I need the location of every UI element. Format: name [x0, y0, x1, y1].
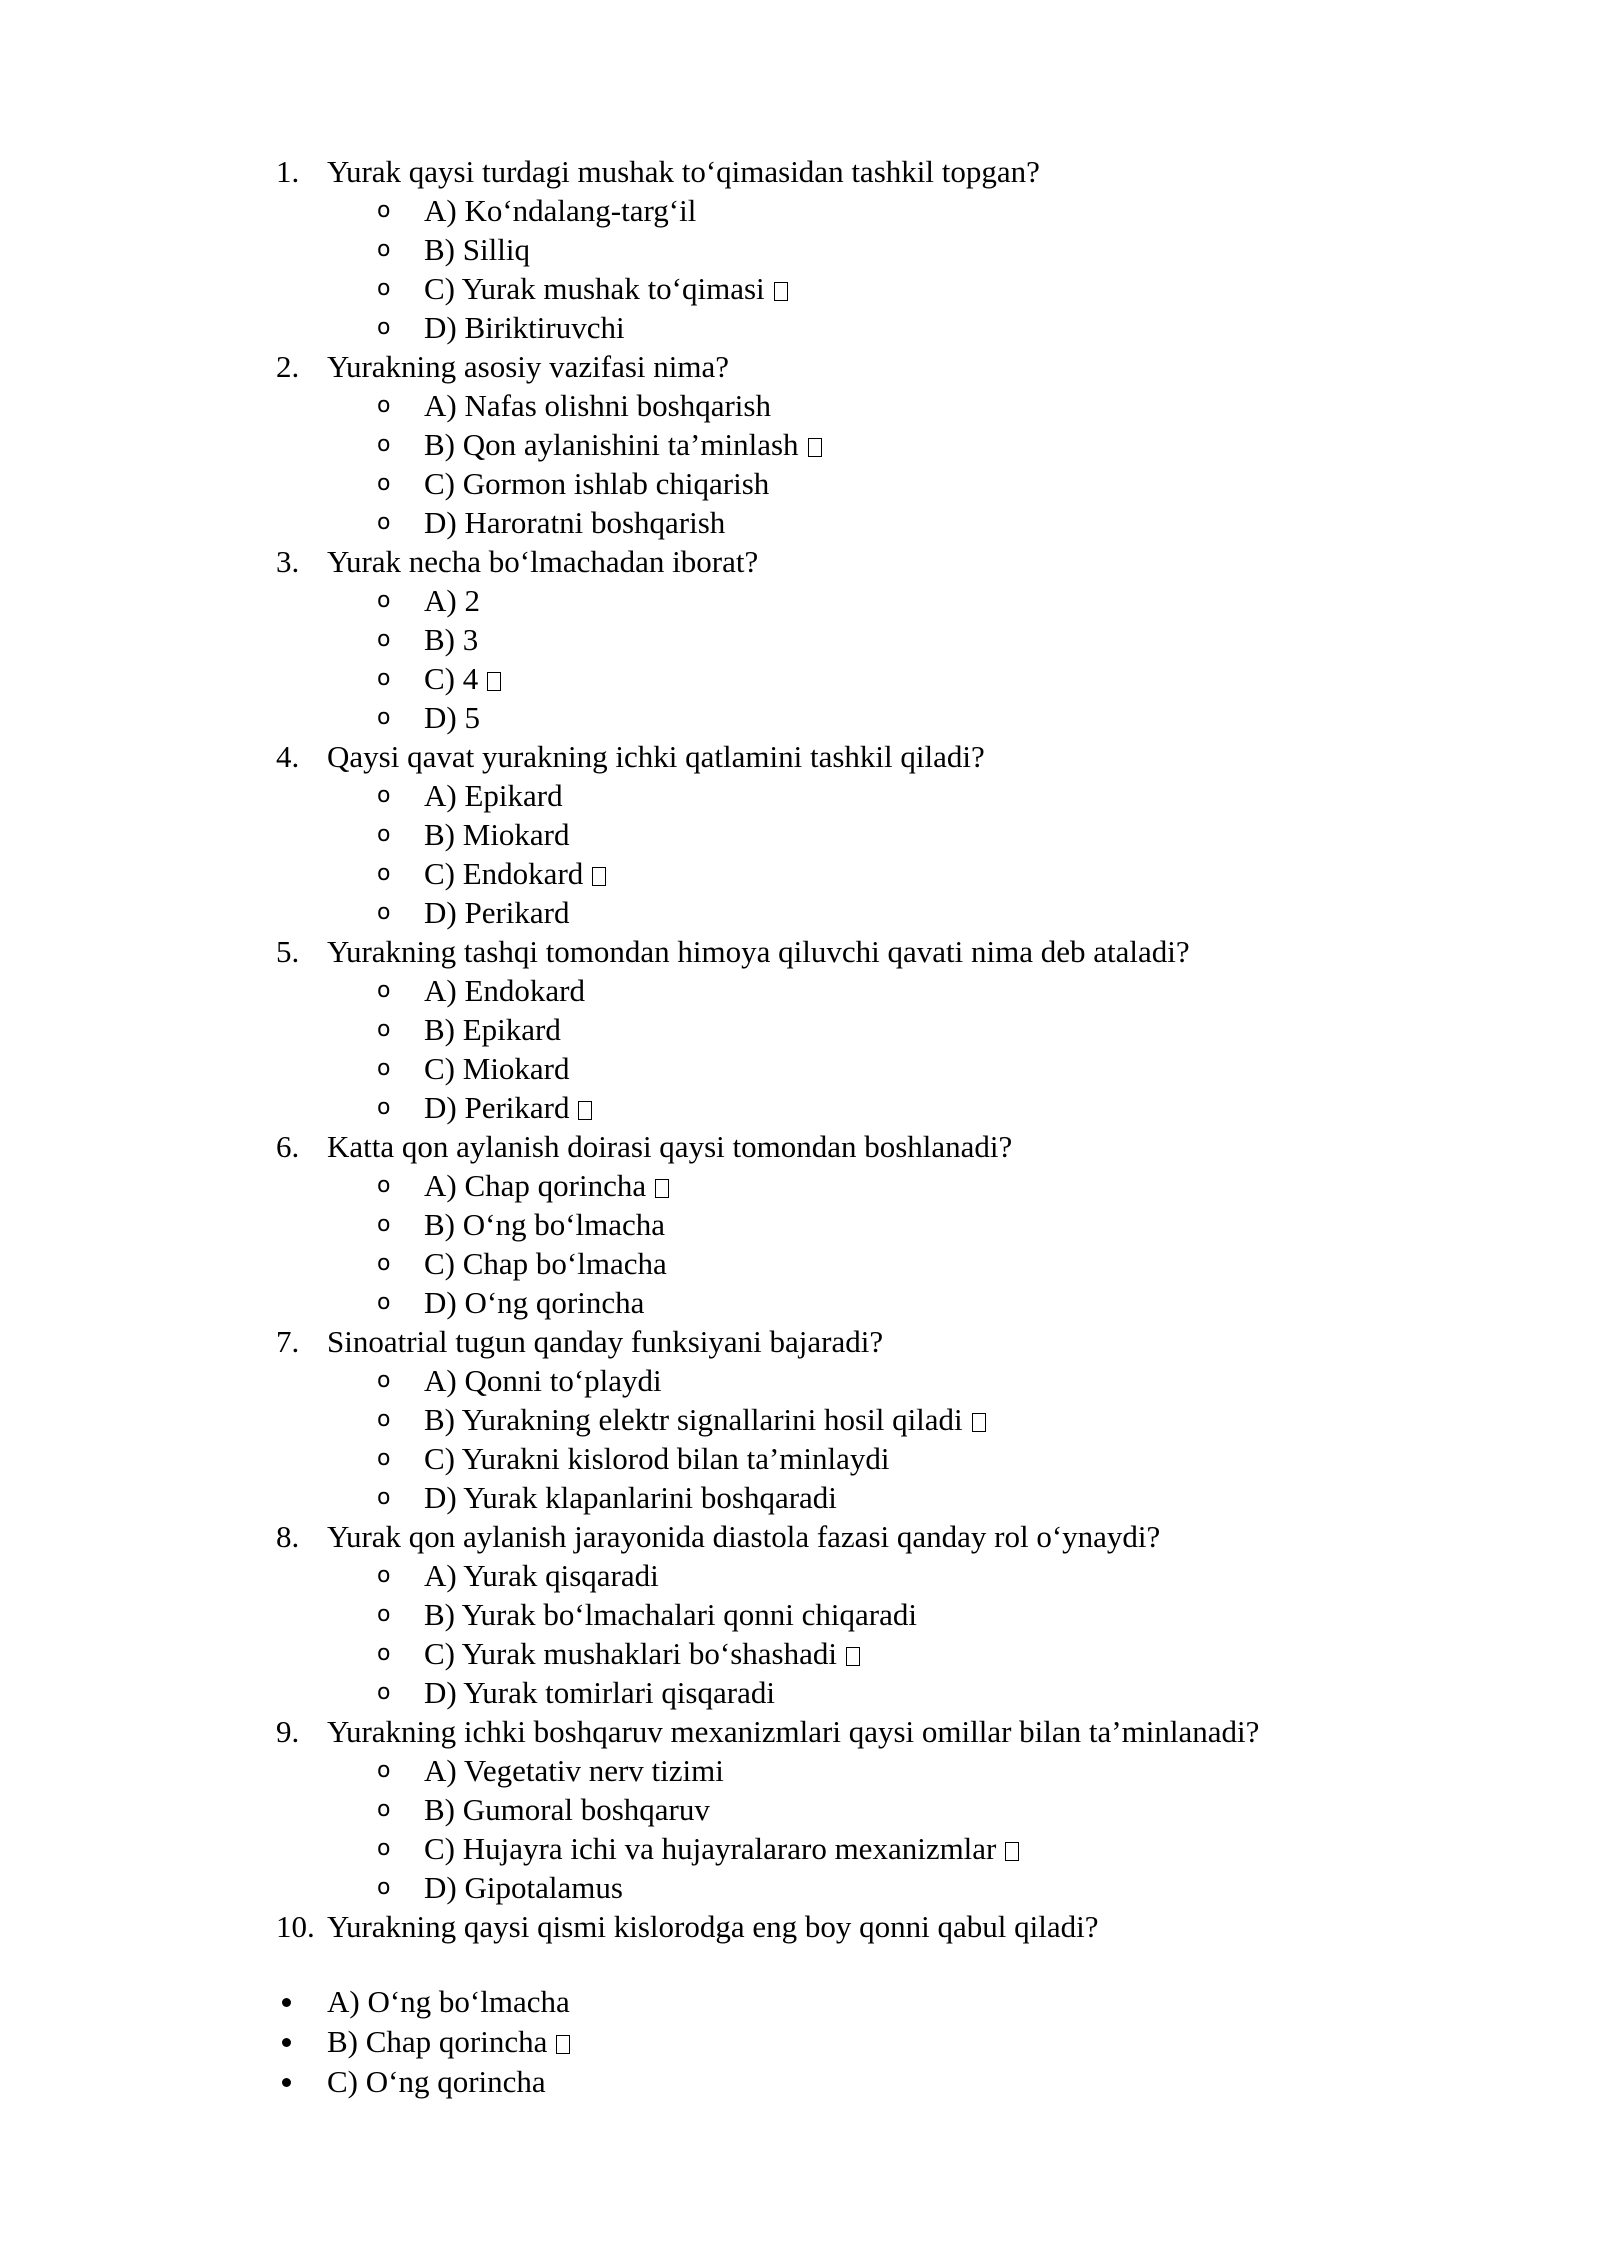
- question-4: [0, 737, 1600, 776]
- answer-option-line: [424, 1361, 662, 1400]
- answer-option-text: A) Qonni to‘playdi: [424, 1363, 662, 1398]
- question-text: Katta qon aylanish doirasi qaysi tomondan boshlanadi?: [327, 1129, 1013, 1164]
- answer-option: [0, 971, 1600, 1010]
- spacer: [0, 1946, 1600, 1982]
- circle-bullet-icon: o: [377, 588, 391, 613]
- question-number: 4.: [276, 739, 300, 774]
- answer-option-text: A) Nafas olishni boshqarish: [424, 388, 771, 423]
- circle-bullet-icon: o: [377, 1368, 391, 1393]
- correct-answer-box-icon: [487, 672, 501, 691]
- answer-option-text: A) Ko‘ndalang-targ‘il: [424, 193, 697, 228]
- circle-bullet-icon: o: [377, 1017, 391, 1042]
- answer-option-line: [424, 308, 625, 347]
- question-6: [0, 1127, 1600, 1166]
- answer-option: [0, 464, 1600, 503]
- answer-option-text: B) Yurak bo‘lmachalari qonni chiqaradi: [424, 1597, 917, 1632]
- question-8: [0, 1517, 1600, 1556]
- circle-bullet-icon: o: [377, 1641, 391, 1666]
- question-3: [0, 542, 1600, 581]
- correct-answer-box-icon: [846, 1647, 860, 1666]
- answer-option-line: [424, 815, 570, 854]
- answer-option-text: C) O‘ng qorincha: [327, 2064, 546, 2099]
- answer-option: [0, 1088, 1600, 1127]
- correct-answer-box-icon: [578, 1101, 592, 1120]
- answer-option-text: B) Chap qorincha: [327, 2024, 548, 2059]
- answer-option: [0, 1595, 1600, 1634]
- answer-option-line: [424, 1049, 570, 1088]
- question-number: 7.: [276, 1324, 300, 1359]
- answer-option-line: [424, 1244, 667, 1283]
- answer-option-text: D) Perikard: [424, 1090, 570, 1125]
- answer-option-line: [424, 1283, 644, 1322]
- question-number: 8.: [276, 1519, 300, 1554]
- answer-option: [0, 1439, 1600, 1478]
- circle-bullet-icon: o: [377, 1212, 391, 1237]
- answer-option: [0, 659, 1600, 698]
- answer-option-text: D) Yurak klapanlarini boshqaradi: [424, 1480, 837, 1515]
- answer-option: [0, 503, 1600, 542]
- answer-option: [0, 698, 1600, 737]
- circle-bullet-icon: o: [377, 1797, 391, 1822]
- answer-option-line: [424, 1751, 724, 1790]
- question-text: Yurakning qaysi qismi kislorodga eng boy qonni qabul qiladi?: [327, 1909, 1099, 1944]
- answer-option: [0, 308, 1600, 347]
- answer-option-text: C) Gormon ishlab chiqarish: [424, 466, 770, 501]
- answer-option-text: B) 3: [424, 622, 479, 657]
- question-number: 6.: [276, 1129, 300, 1164]
- answer-option-text: B) Yurakning elektr signallarini hosil qiladi: [424, 1402, 963, 1437]
- circle-bullet-icon: o: [377, 705, 391, 730]
- answer-option-line: [424, 1556, 659, 1595]
- circle-bullet-icon: o: [377, 432, 391, 457]
- answer-option: [0, 815, 1600, 854]
- answer-option-text: D) O‘ng qorincha: [424, 1285, 645, 1320]
- question-number: 1.: [276, 154, 300, 189]
- circle-bullet-icon: o: [377, 1251, 391, 1276]
- answer-option: [0, 1673, 1600, 1712]
- question-10: [0, 1907, 1600, 1946]
- circle-bullet-icon: o: [377, 1563, 391, 1588]
- circle-bullet-icon: o: [377, 1836, 391, 1861]
- answer-option-text: B) Epikard: [424, 1012, 561, 1047]
- answer-option-line: [424, 191, 696, 230]
- answer-option-line: [424, 464, 769, 503]
- answer-option-text: A) Vegetativ nerv tizimi: [424, 1753, 724, 1788]
- answer-option-line: [424, 854, 606, 893]
- answer-option: [0, 1751, 1600, 1790]
- answer-option-text: D) Biriktiruvchi: [424, 310, 625, 345]
- bullet-dot-icon: [282, 1998, 291, 2007]
- quiz-document: [0, 152, 1600, 2102]
- circle-bullet-icon: o: [377, 1875, 391, 1900]
- circle-bullet-icon: o: [377, 627, 391, 652]
- answer-option-line: [424, 1673, 775, 1712]
- answer-option-line: [424, 1790, 710, 1829]
- answer-option-text: A) Endokard: [424, 973, 585, 1008]
- circle-bullet-icon: o: [377, 198, 391, 223]
- correct-answer-box-icon: [774, 282, 788, 301]
- answer-option-text: D) Yurak tomirlari qisqaradi: [424, 1675, 775, 1710]
- answer-option-line: [424, 1400, 986, 1439]
- answer-option-line: [424, 503, 725, 542]
- answer-option: [0, 581, 1600, 620]
- answer-option: [0, 620, 1600, 659]
- answer-option-line: [424, 698, 480, 737]
- answer-option: [0, 1829, 1600, 1868]
- answer-option-line: [327, 2022, 570, 2061]
- answer-option: [0, 1982, 1600, 2022]
- question-1: [0, 152, 1600, 191]
- question-text: Yurakning tashqi tomondan himoya qiluvchi qavati nima deb ataladi?: [327, 934, 1190, 969]
- circle-bullet-icon: o: [377, 1446, 391, 1471]
- answer-option-text: B) Silliq: [424, 232, 530, 267]
- answer-option: [0, 1868, 1600, 1907]
- answer-option: [0, 1049, 1600, 1088]
- answer-option-line: [424, 1088, 592, 1127]
- answer-option: [0, 386, 1600, 425]
- circle-bullet-icon: o: [377, 510, 391, 535]
- question-text: Yurak qon aylanish jarayonida diastola fazasi qanday rol o‘ynaydi?: [327, 1519, 1161, 1554]
- circle-bullet-icon: o: [377, 276, 391, 301]
- correct-answer-box-icon: [592, 867, 606, 886]
- circle-bullet-icon: o: [377, 978, 391, 1003]
- circle-bullet-icon: o: [377, 1173, 391, 1198]
- answer-option-text: C) Yurak mushak to‘qimasi: [424, 271, 765, 306]
- answer-option-text: B) Gumoral boshqaruv: [424, 1792, 710, 1827]
- question-5: [0, 932, 1600, 971]
- correct-answer-box-icon: [655, 1179, 669, 1198]
- question-9: [0, 1712, 1600, 1751]
- question-number: 10.: [276, 1909, 315, 1944]
- circle-bullet-icon: o: [377, 783, 391, 808]
- circle-bullet-icon: o: [377, 666, 391, 691]
- answer-option-line: [424, 230, 530, 269]
- answer-option-text: C) 4: [424, 661, 479, 696]
- answer-option: [0, 2062, 1600, 2102]
- answer-option-text: D) Perikard: [424, 895, 570, 930]
- answer-option-text: A) Chap qorincha: [424, 1168, 647, 1203]
- answer-option-line: [424, 971, 585, 1010]
- answer-option: [0, 1361, 1600, 1400]
- answer-option: [0, 776, 1600, 815]
- circle-bullet-icon: o: [377, 315, 391, 340]
- question-7: [0, 1322, 1600, 1361]
- answer-option-text: A) O‘ng bo‘lmacha: [327, 1984, 570, 2019]
- bullet-dot-icon: [282, 2078, 291, 2087]
- answer-option-line: [424, 659, 501, 698]
- answer-option: [0, 1634, 1600, 1673]
- answer-option: [0, 1556, 1600, 1595]
- answer-option-text: B) Qon aylanishini ta’minlash: [424, 427, 799, 462]
- answer-option: [0, 1478, 1600, 1517]
- circle-bullet-icon: o: [377, 1056, 391, 1081]
- answer-option-text: B) O‘ng bo‘lmacha: [424, 1207, 666, 1242]
- answer-option-line: [424, 1439, 890, 1478]
- answer-option-line: [424, 1205, 665, 1244]
- answer-option-line: [327, 1982, 570, 2021]
- answer-option-line: [424, 620, 478, 659]
- circle-bullet-icon: o: [377, 471, 391, 496]
- question-text: Qaysi qavat yurakning ichki qatlamini tashkil qiladi?: [327, 739, 985, 774]
- answer-option: [0, 191, 1600, 230]
- question-number: 5.: [276, 934, 300, 969]
- answer-option-line: [424, 1166, 669, 1205]
- answer-option: [0, 1244, 1600, 1283]
- answer-option-line: [424, 425, 822, 464]
- answer-option: [0, 230, 1600, 269]
- answer-option-text: C) Chap bo‘lmacha: [424, 1246, 667, 1281]
- answer-option-line: [424, 1829, 1019, 1868]
- correct-answer-box-icon: [972, 1413, 986, 1432]
- answer-option-text: D) Haroratni boshqarish: [424, 505, 726, 540]
- answer-option: [0, 1400, 1600, 1439]
- question-number: 2.: [276, 349, 300, 384]
- answer-option-line: [424, 581, 480, 620]
- answer-option: [0, 893, 1600, 932]
- answer-option-line: [424, 1595, 917, 1634]
- answer-option-text: D) Gipotalamus: [424, 1870, 623, 1905]
- answer-option: [0, 425, 1600, 464]
- answer-option-text: C) Endokard: [424, 856, 584, 891]
- answer-option-text: C) Miokard: [424, 1051, 570, 1086]
- answer-option: [0, 1205, 1600, 1244]
- bullet-dot-icon: [282, 2038, 291, 2047]
- answer-option: [0, 1790, 1600, 1829]
- question-text: Yurakning asosiy vazifasi nima?: [327, 349, 730, 384]
- answer-option-text: B) Miokard: [424, 817, 570, 852]
- answer-option: [0, 269, 1600, 308]
- answer-option: [0, 2022, 1600, 2062]
- question-text: Yurak necha bo‘lmachadan iborat?: [327, 544, 759, 579]
- circle-bullet-icon: o: [377, 1485, 391, 1510]
- answer-option-text: A) Yurak qisqaradi: [424, 1558, 659, 1593]
- answer-option-line: [424, 1868, 623, 1907]
- correct-answer-box-icon: [808, 438, 822, 457]
- circle-bullet-icon: o: [377, 1290, 391, 1315]
- answer-option-text: C) Yurak mushaklari bo‘shashadi: [424, 1636, 837, 1671]
- answer-option: [0, 1283, 1600, 1322]
- answer-option-line: [327, 2062, 546, 2101]
- circle-bullet-icon: o: [377, 237, 391, 262]
- answer-option-line: [424, 1478, 837, 1517]
- circle-bullet-icon: o: [377, 1680, 391, 1705]
- question-number: 3.: [276, 544, 300, 579]
- answer-option-line: [424, 893, 569, 932]
- circle-bullet-icon: o: [377, 900, 391, 925]
- answer-option-text: C) Hujayra ichi va hujayralararo mexanizmlar: [424, 1831, 997, 1866]
- question-text: Yurakning ichki boshqaruv mexanizmlari qaysi omillar bilan ta’minlanadi?: [327, 1714, 1260, 1749]
- answer-option-text: A) Epikard: [424, 778, 563, 813]
- answer-option-line: [424, 776, 563, 815]
- circle-bullet-icon: o: [377, 822, 391, 847]
- correct-answer-box-icon: [1005, 1842, 1019, 1861]
- answer-option-line: [424, 269, 788, 308]
- answer-option-text: D) 5: [424, 700, 480, 735]
- correct-answer-box-icon: [556, 2035, 570, 2054]
- circle-bullet-icon: o: [377, 1095, 391, 1120]
- circle-bullet-icon: o: [377, 861, 391, 886]
- answer-option-line: [424, 386, 771, 425]
- circle-bullet-icon: o: [377, 1407, 391, 1432]
- circle-bullet-icon: o: [377, 1758, 391, 1783]
- answer-option-line: [424, 1634, 860, 1673]
- answer-option-text: C) Yurakni kislorod bilan ta’minlaydi: [424, 1441, 890, 1476]
- answer-option-text: A) 2: [424, 583, 480, 618]
- answer-option: [0, 1010, 1600, 1049]
- circle-bullet-icon: o: [377, 1602, 391, 1627]
- circle-bullet-icon: o: [377, 393, 391, 418]
- question-text: Sinoatrial tugun qanday funksiyani bajaradi?: [327, 1324, 884, 1359]
- answer-option: [0, 1166, 1600, 1205]
- answer-option: [0, 854, 1600, 893]
- answer-option-line: [424, 1010, 561, 1049]
- question-text: Yurak qaysi turdagi mushak to‘qimasidan tashkil topgan?: [327, 154, 1040, 189]
- question-number: 9.: [276, 1714, 300, 1749]
- question-2: [0, 347, 1600, 386]
